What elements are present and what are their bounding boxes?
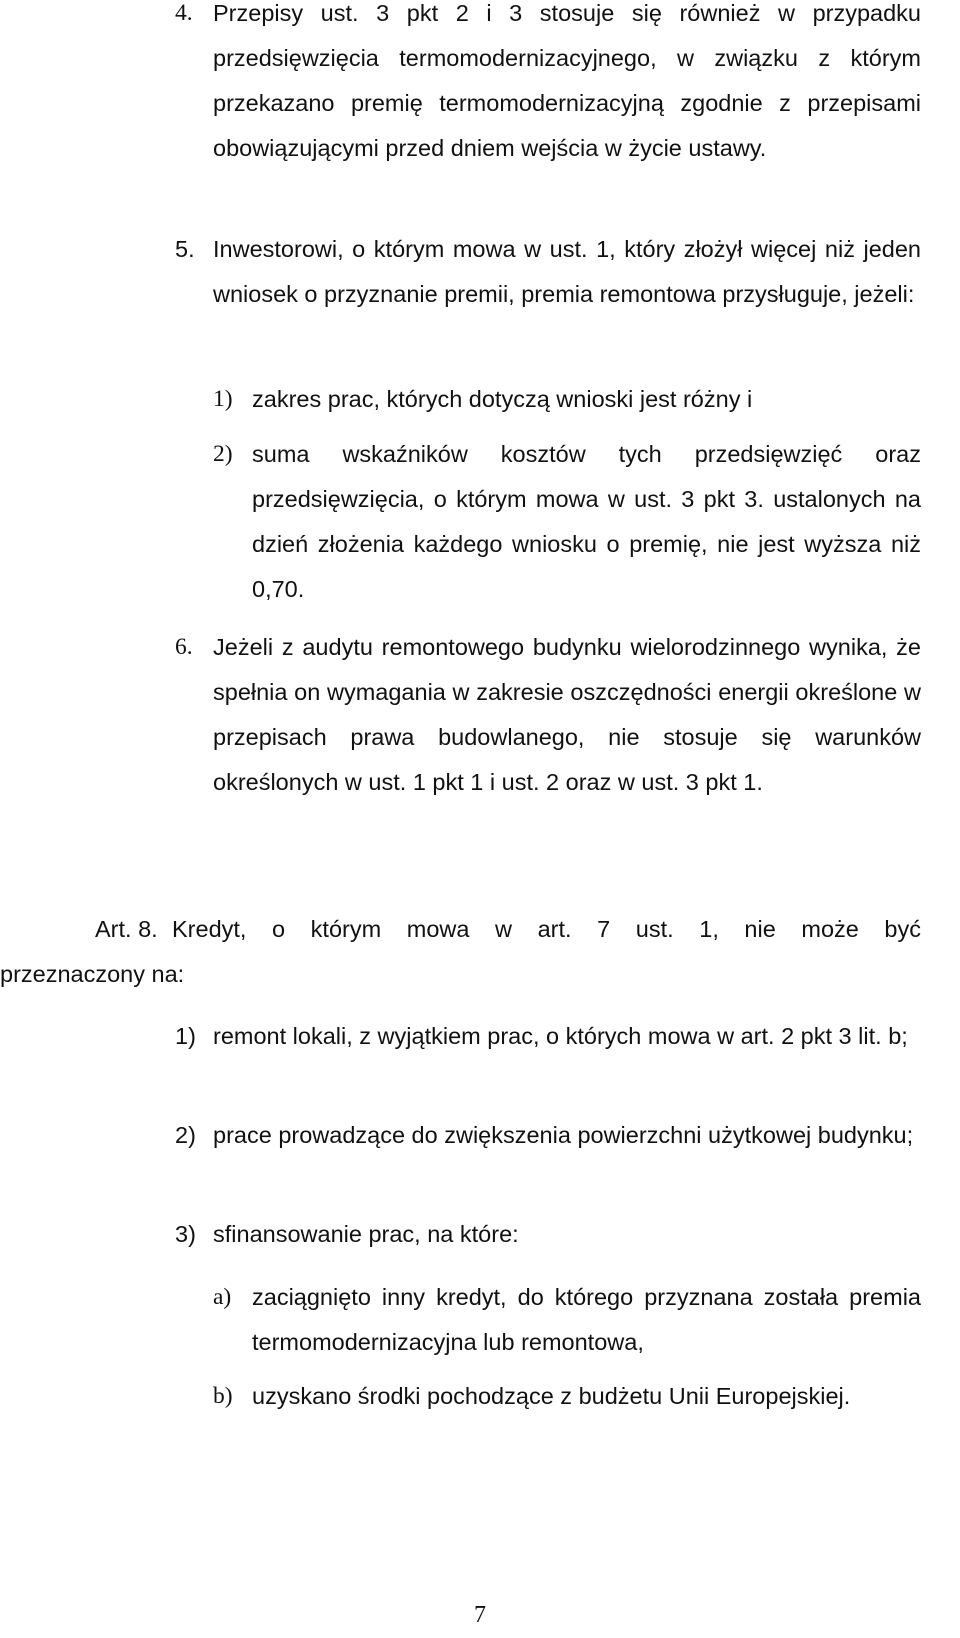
paragraph-5-point-1-text: zakres prac, których dotyczą wnioski jest różny i [252, 386, 753, 412]
article-8-point-1-text: remont lokali, z wyjątkiem prac, o których mowa w art. 2 pkt 3 lit. b; [213, 1023, 908, 1049]
article-8-heading: Art. 8. [95, 916, 158, 942]
page-number: 7 [474, 1602, 486, 1628]
paragraph-5-number: 5. [175, 236, 195, 262]
article-8-first-line [95, 907, 921, 952]
paragraph-6-number: 6. [175, 634, 193, 660]
paragraph-5-point-2-text: suma wskaźników kosztów tych przedsięwzięć oraz przedsięwzięcia, o którym mowa w ust. 3 pkt 3. ustalonych na dzień złożenia każdego wniosku o premię, nie jest wyższa niż 0,70. [252, 441, 921, 602]
paragraph-5-point-1-number: 1) [213, 386, 233, 412]
article-8-intro-line-1: Kredyt, o którym mowa w art. 7 ust. 1, nie może być [172, 916, 921, 942]
article-8-letter-a-text: zaciągnięto inny kredyt, do którego przyznana została premia termomodernizacyjna lub remontowa, [252, 1284, 921, 1355]
article-8-point-2-number: 2) [175, 1122, 196, 1148]
paragraph-4-text: Przepisy ust. 3 pkt 2 i 3 stosuje się również w przypadku przedsięwzięcia termomodernizacyjnego, w związku z którym przekazano premię termomodernizacyjną zgodnie z przepisami obowiązującymi przed dniem wejścia w życie ustawy. [213, 0, 921, 161]
article-8-letter-a-number: a) [213, 1284, 232, 1310]
article-8-point-3-number: 3) [175, 1221, 196, 1247]
article-8-intro-line-2: przeznaczony na: [0, 961, 185, 987]
article-8-letter-b-text: uzyskano środki pochodzące z budżetu Unii Europejskiej. [252, 1383, 851, 1409]
paragraph-5-text: Inwestorowi, o którym mowa w ust. 1, który złożył więcej niż jeden wniosek o przyznanie premii, premia remontowa przysługuje, jeżeli: [213, 236, 921, 307]
paragraph-4-number: 4. [175, 0, 193, 26]
article-8-point-1-number: 1) [175, 1023, 196, 1049]
article-8-letter-b-number: b) [213, 1383, 233, 1409]
paragraph-6-text: Jeżeli z audytu remontowego budynku wielorodzinnego wynika, że spełnia on wymagania w zakresie oszczędności energii określone w przepisach prawa budowlanego, nie stosuje się warunków określonych w ust. 1 pkt 1 i ust. 2 oraz w ust. 3 pkt 1. [213, 634, 921, 795]
paragraph-5-point-2-number: 2) [213, 441, 233, 467]
article-8-point-2-text: prace prowadzące do zwiększenia powierzchni użytkowej budynku; [213, 1122, 914, 1148]
article-8-point-3-text: sfinansowanie prac, na które: [213, 1221, 519, 1247]
